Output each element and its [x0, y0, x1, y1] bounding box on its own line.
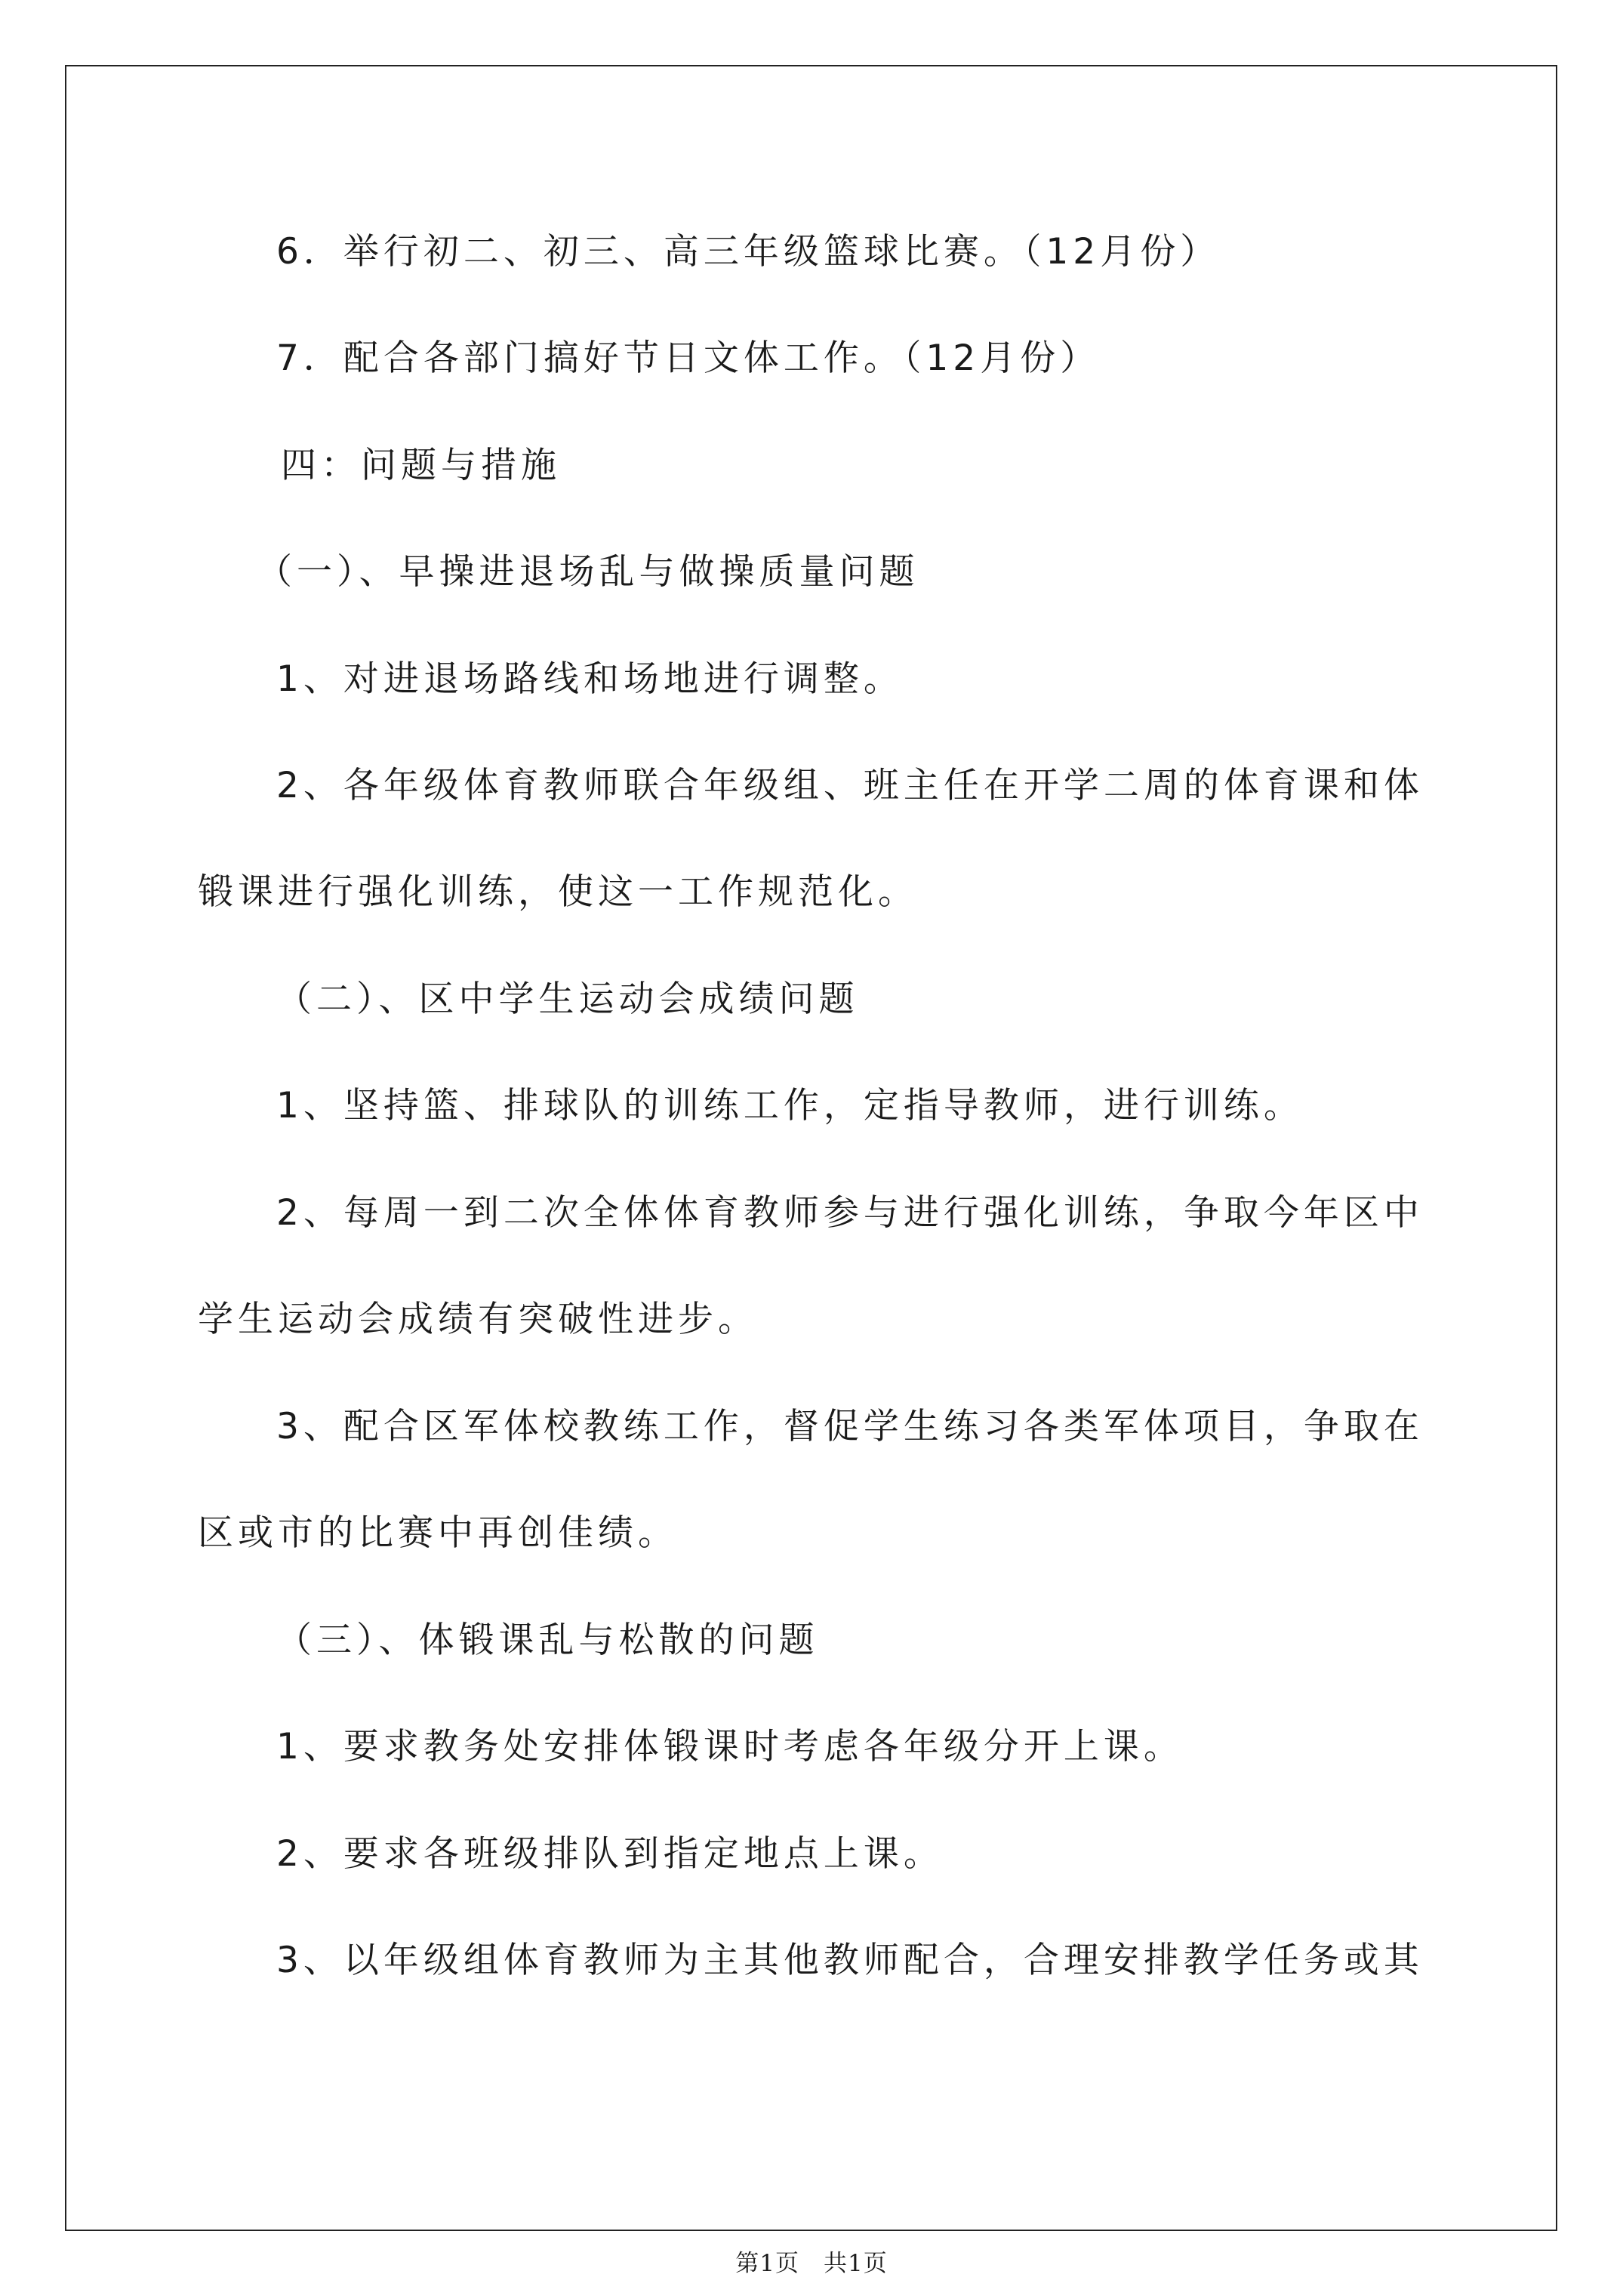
paragraph-line: 3、配合区军体校教练工作，督促学生练习各类军体项目，争取在: [276, 1406, 1424, 1447]
subsection-heading: （一）、早操进退场乱与做操质量问题: [257, 551, 919, 593]
subsection-heading: （三）、体锻课乱与松散的问题: [276, 1620, 819, 1661]
paragraph-line: 1、要求教务处安排体锻课时考虑各年级分开上课。: [276, 1726, 1184, 1767]
paragraph-line: 6．举行初二、初三、高三年级篮球比赛。（12月份）: [276, 231, 1221, 273]
paragraph-line: 2、每周一到二次全体体育教师参与进行强化训练，争取今年区中: [276, 1192, 1424, 1234]
page-footer: 第1页 共1页: [735, 2250, 888, 2277]
subsection-heading: （二）、区中学生运动会成绩问题: [276, 978, 859, 1020]
paragraph-line: 7．配合各部门搞好节日文体工作。（12月份）: [276, 337, 1101, 379]
paragraph-line: 锻课进行强化训练，使这一工作规范化。: [198, 871, 918, 913]
paragraph-line: 2、各年级体育教师联合年级组、班主任在开学二周的体育课和体: [276, 765, 1424, 806]
paragraph-line: 区或市的比赛中再创佳绩。: [198, 1512, 678, 1554]
page-border: [65, 65, 1557, 2231]
paragraph-line: 3、以年级组体育教师为主其他教师配合，合理安排教学任务或其: [276, 1940, 1424, 1981]
paragraph-line: 1、对进退场路线和场地进行调整。: [276, 658, 904, 700]
paragraph-line: 学生运动会成绩有突破性进步。: [198, 1299, 758, 1340]
paragraph-line: 2、要求各班级排队到指定地点上课。: [276, 1833, 944, 1875]
paragraph-line: 1、坚持篮、排球队的训练工作，定指导教师，进行训练。: [276, 1085, 1304, 1126]
section-heading: 四：问题与措施: [281, 445, 561, 486]
